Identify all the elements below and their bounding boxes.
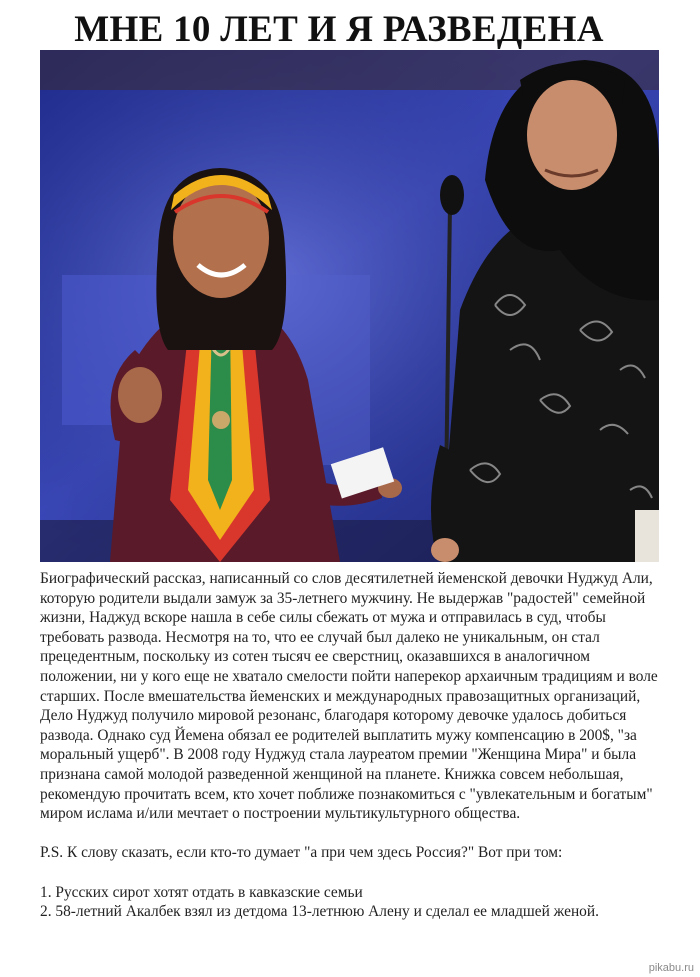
article-headline: МНЕ 10 ЛЕТ И Я РАЗВЕДЕНА	[74, 9, 604, 50]
postscript-line: P.S. К слову сказать, если кто-то думает "а при чем здесь Россия?" Вот при том:	[40, 844, 563, 862]
list-item: 2. 58-летний Акалбек взял из детдома 13-летнюю Алену и сделал ее младшей женой.	[40, 903, 599, 921]
points-list	[40, 883, 664, 922]
news-photo	[40, 50, 659, 562]
main-paragraph: Биографический рассказ, написанный со слов десятилетней йеменской девочки Нуджуд Али, которую родители выдали замуж за 35-летнего мужчину. Не выдержав "радостей" семейной жизни, Наджуд вскоре нашла в себе силы сбежать от мужа и отправилась в суд, чтобы требовать развода. Несмотря на то, что ее случай был далеко не уникальным, он стал прецедентным, поскольку из сотен тысяч ее сверстниц, оказавшихся в аналогичном положении, ни у кого еще не хватало смелости пойти наперекор архаичным традициям и воле старших. После вмешательства йеменских и международных правозащитных организаций, Дело Нуджуд получило мировой резонанс, благодаря которому девочке удалось добиться развода. Однако суд Йемена обязал ее родителей выплатить мужу компенсацию в 200$, "за моральный ущерб". В 2008 году Нуджуд стала лауреатом премии "Женщина Мира" и была признана самой молодой разведенной женщиной на планете. Книжка совсем небольшая, рекомендую прочитать всем, кто хочет поближе познакомиться с "увлекательным и богатым" миром ислама и/или мечтает о построении мультикультурного общества.	[40, 570, 658, 823]
list-item: 1. Русских сирот хотят отдать в кавказские семьи	[40, 883, 363, 901]
source-watermark: pikabu.ru	[648, 962, 694, 974]
article-body	[40, 569, 664, 922]
